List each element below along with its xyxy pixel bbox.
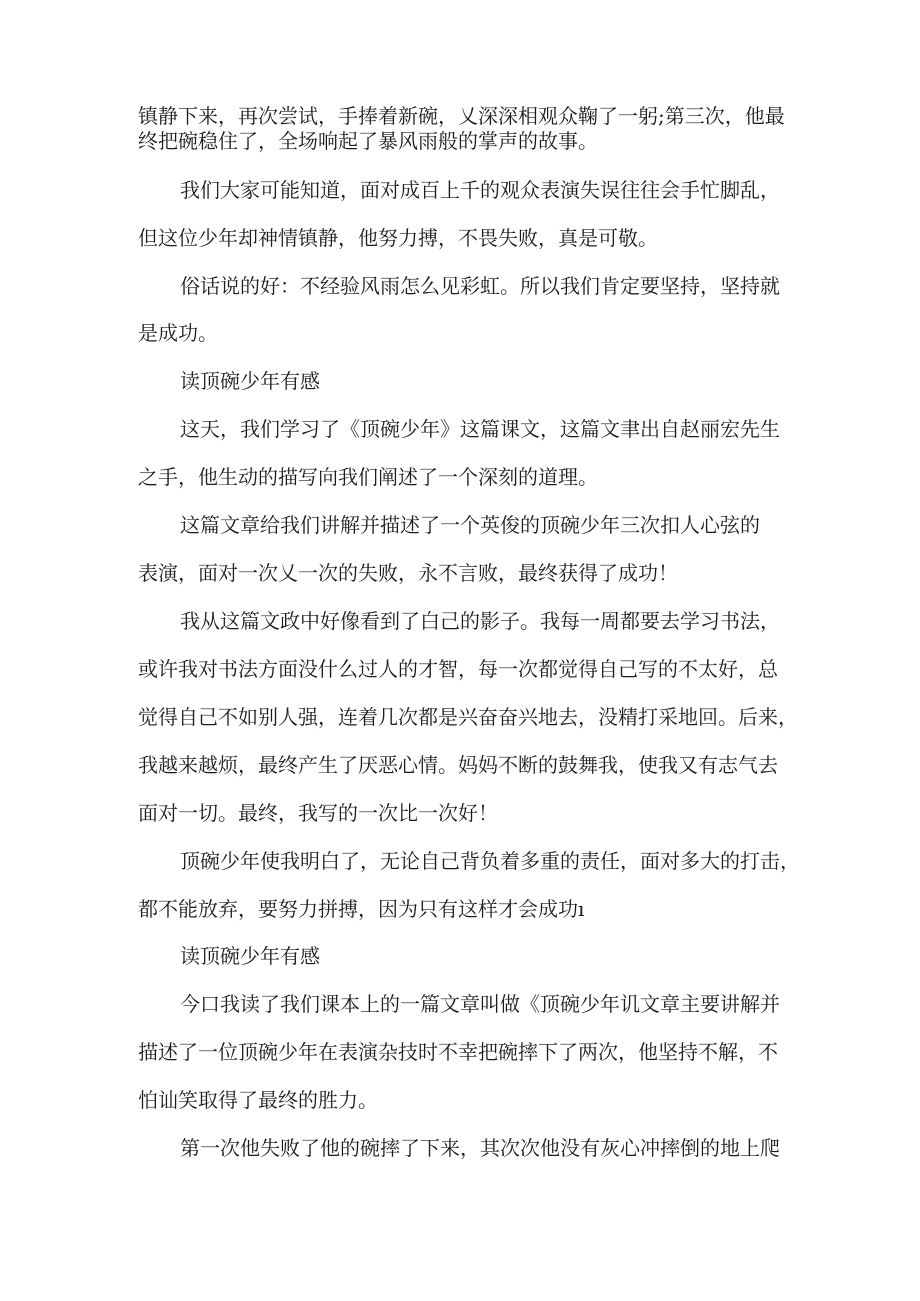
section-heading: 读顶碗少年有感 [180,369,320,393]
text-line: 表演，面对一次乂一次的失败，永不言败，最终获得了成功！ [138,561,678,585]
text-line: 是成功。 [138,321,218,345]
text-line: 都不能放弃，要努力拼搏，因为只有这样才会成功ı [138,897,585,921]
text-line: 之手，他生动的描写向我们阐述了一个深刻的道理。 [138,465,598,489]
text-line: 觉得自己不如别人强，连着几次都是兴奋奋兴地去，没精打采地回。后来， [138,705,798,729]
text-line: 面对一切。最终，我写的一次比一次好！ [138,801,498,825]
text-line: 顶碗少年使我明白了，无论自己背负着多重的责任，面对多大的打击， [180,849,800,873]
section-heading: 读顶碗少年有感 [180,944,320,968]
text-line: 我们大家可能知道，面对成百上千的观众表演失误往往会手忙脚乱， [180,178,780,202]
text-line: 今口我读了我们课本上的一篇文章叫做《顶碗少年讥文章主要讲解并 [180,992,780,1016]
text-line: 或许我对书法方面没什么过人的才智，每一次都觉得自己写的不太好，总 [138,657,778,681]
text-line: 终把碗稳住了，全场响起了暴风雨般的掌声的故事。 [138,129,598,153]
text-line: 这篇文章给我们讲解并描述了一个英俊的顶碗少年三次扣人心弦的 [180,513,760,537]
text-line: 镇静下来，再次尝试，手捧着新碗，乂深深相观众鞠了一躬;第三次，他最 [138,104,785,128]
text-line: 第一次他失败了他的碗摔了下来，其次次他没有灰心冲摔倒的地上爬 [180,1136,780,1160]
text-line: 怕讪笑取得了最终的胜力。 [138,1088,378,1112]
text-line: 俗话说的好：不经验风雨怎么见彩虹。所以我们肯定要坚持，坚持就 [180,274,780,298]
text-line: 我从这篇文政中好像看到了白己的影子。我每一周都要去学习书法， [180,609,780,633]
text-line: 这天，我们学习了《顶碗少年》这篇课文，这篇文聿出自赵丽宏先生 [180,417,780,441]
text-line: 描述了一位顶碗少年在表演杂技时不幸把碗摔下了两次，他坚持不解，不 [138,1040,778,1064]
text-line: 但这位少年却神情镇静，他努力搏，不畏失败，真是可敬。 [138,226,658,250]
text-line: 我越来越烦，最终产生了厌恶心情。妈妈不断的鼓舞我，使我又有志气去 [138,753,778,777]
